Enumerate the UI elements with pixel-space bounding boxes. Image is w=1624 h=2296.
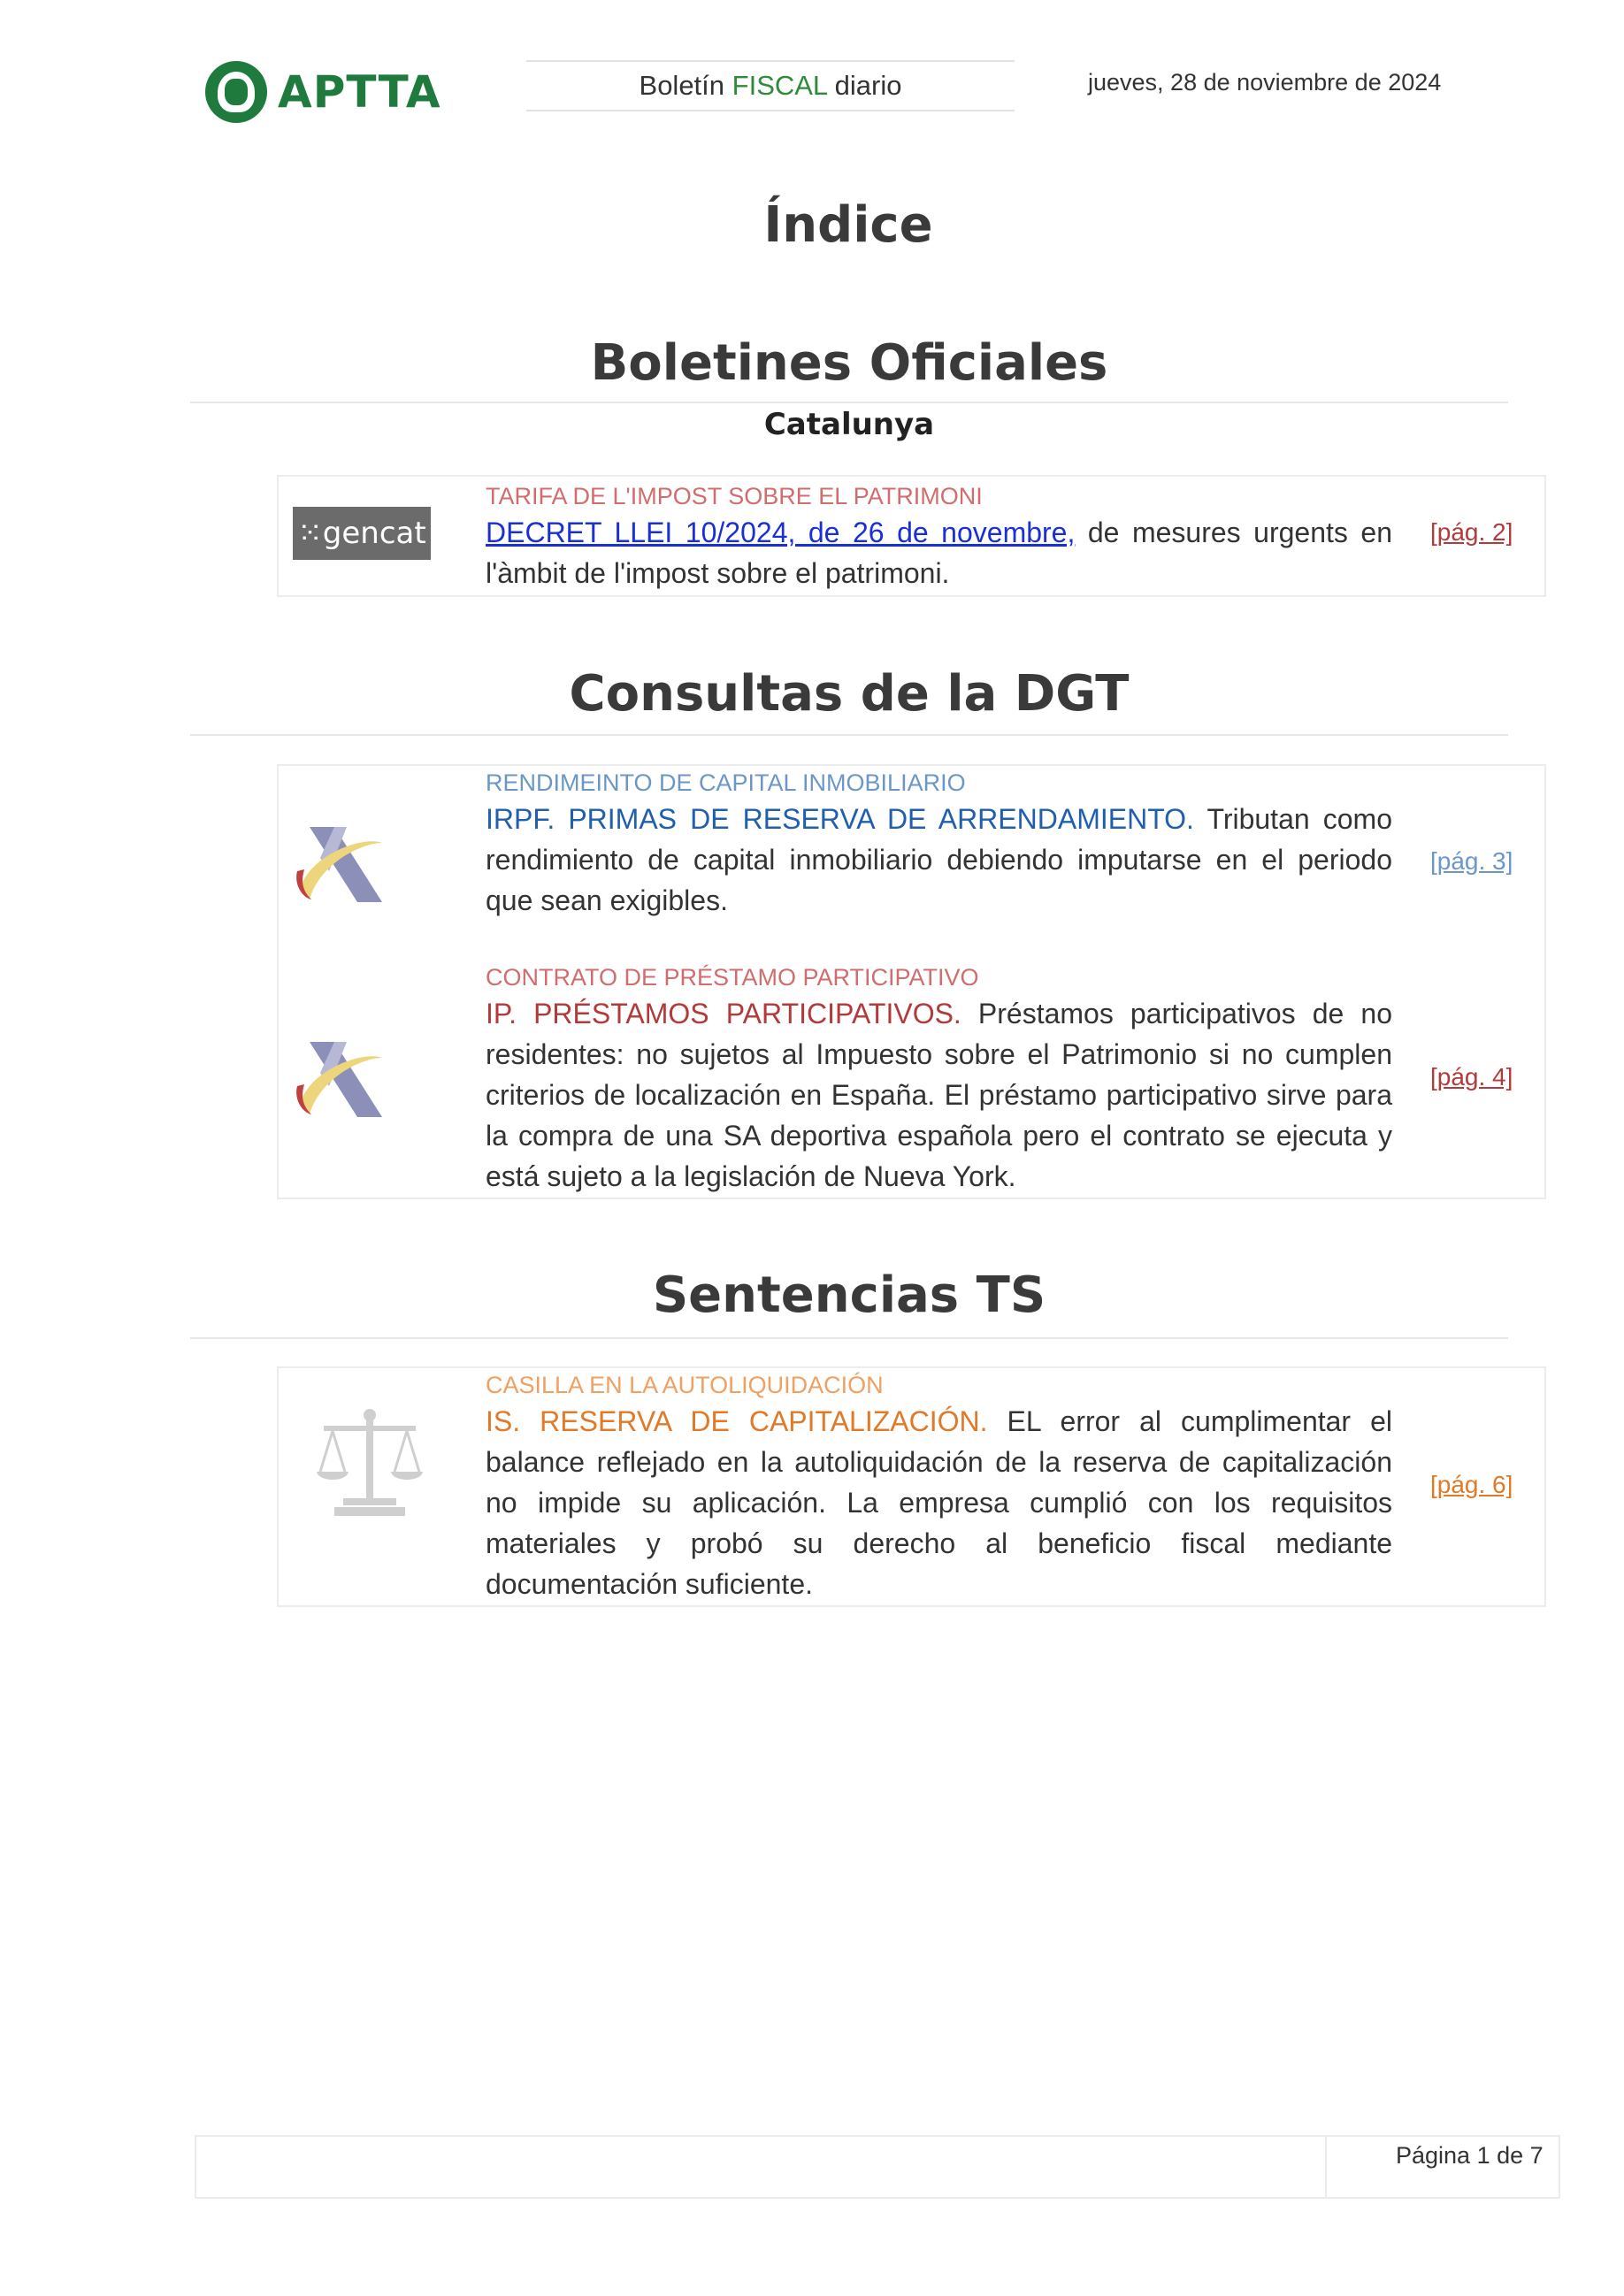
section-title-consultas: Consultas de la DGT [190, 665, 1508, 736]
consulta-1-headline: IRPF. PRIMAS DE RESERVA DE ARRENDAMIENTO. [486, 803, 1194, 835]
consulta-1-body [486, 799, 1392, 921]
scales-icon [311, 1406, 428, 1523]
sentencia-text: EL error al cumplimentar el balance reflejado en la autoliquidación de la reserva de capitalización no impide su aplicación. La empresa cumplió con los requisitos materiales y probó su derecho al beneficio fiscal mediante documentación suficiente. [486, 1405, 1393, 1600]
consulta-2-body [486, 993, 1392, 1197]
header-title [526, 60, 1015, 111]
consulta-item-1 [486, 767, 1392, 921]
consulta-1-text: Tributan como rendimiento de capital inmobiliario debiendo imputarse en el periodo que sean exigibles. [486, 803, 1393, 916]
sentencia-item [486, 1369, 1392, 1604]
aeat-icon [294, 818, 391, 907]
header-title-suffix: diario [827, 70, 902, 101]
index-title: Índice [763, 196, 933, 254]
page-link-4[interactable]: [pág. 4] [1430, 1063, 1513, 1091]
footer-page-number: Página 1 de 7 [1396, 2142, 1544, 2169]
aptta-logo [205, 55, 457, 129]
page-link-3[interactable]: [pág. 3] [1430, 847, 1513, 875]
consulta-2-text: Préstamos participativos de no residentes: no sujetos al Impuesto sobre el Patrimonio si no cumplen criterios de localización en España. El préstamo participativo sirve para la compra de una SA deportiva española pero el contrato se ejecuta y está sujeto a la legislación de Nueva York. [486, 998, 1393, 1192]
consulta-1-category: RENDIMEINTO DE CAPITAL INMOBILIARIO [486, 769, 966, 796]
sentencia-headline: IS. RESERVA DE CAPITALIZACIÓN. [486, 1405, 988, 1437]
section-subtitle-catalunya: Catalunya [763, 407, 935, 442]
section-title-sentencias: Sentencias TS [190, 1267, 1508, 1339]
consulta-2-category: CONTRATO DE PRÉSTAMO PARTICIPATIVO [486, 964, 979, 991]
footer-divider [1325, 2137, 1327, 2197]
boletin-body [486, 512, 1392, 593]
aeat-icon [294, 1033, 391, 1121]
sentencia-category: CASILLA EN LA AUTOLIQUIDACIÓN [486, 1372, 884, 1398]
decret-link[interactable]: DECRET LLEI 10/2024, de 26 de novembre, [486, 517, 1076, 548]
boletin-item [486, 480, 1392, 593]
page-link-6[interactable]: [pág. 6] [1430, 1471, 1513, 1498]
sentencia-body [486, 1401, 1392, 1604]
boletin-text: de mesures urgents en l'àmbit de l'impost sobre el patrimoni. [486, 517, 1393, 589]
gencat-icon: ⁙gencat [293, 507, 431, 560]
consulta-item-2 [486, 961, 1392, 1197]
boletin-category: TARIFA DE L'IMPOST SOBRE EL PATRIMONI [486, 483, 983, 509]
consulta-2-headline: IP. PRÉSTAMOS PARTICIPATIVOS. [486, 998, 961, 1029]
header-title-highlight: FISCAL [732, 70, 828, 101]
header-date: jueves, 28 de noviembre de 2024 [1088, 69, 1442, 96]
page-link-2[interactable]: [pág. 2] [1430, 518, 1513, 546]
aptta-logo-icon [205, 61, 267, 123]
logo-text: APTTA [278, 66, 441, 118]
header-title-prefix: Boletín [639, 70, 732, 101]
footer [195, 2135, 1560, 2199]
section-title-boletines: Boletines Oficiales [190, 334, 1508, 403]
